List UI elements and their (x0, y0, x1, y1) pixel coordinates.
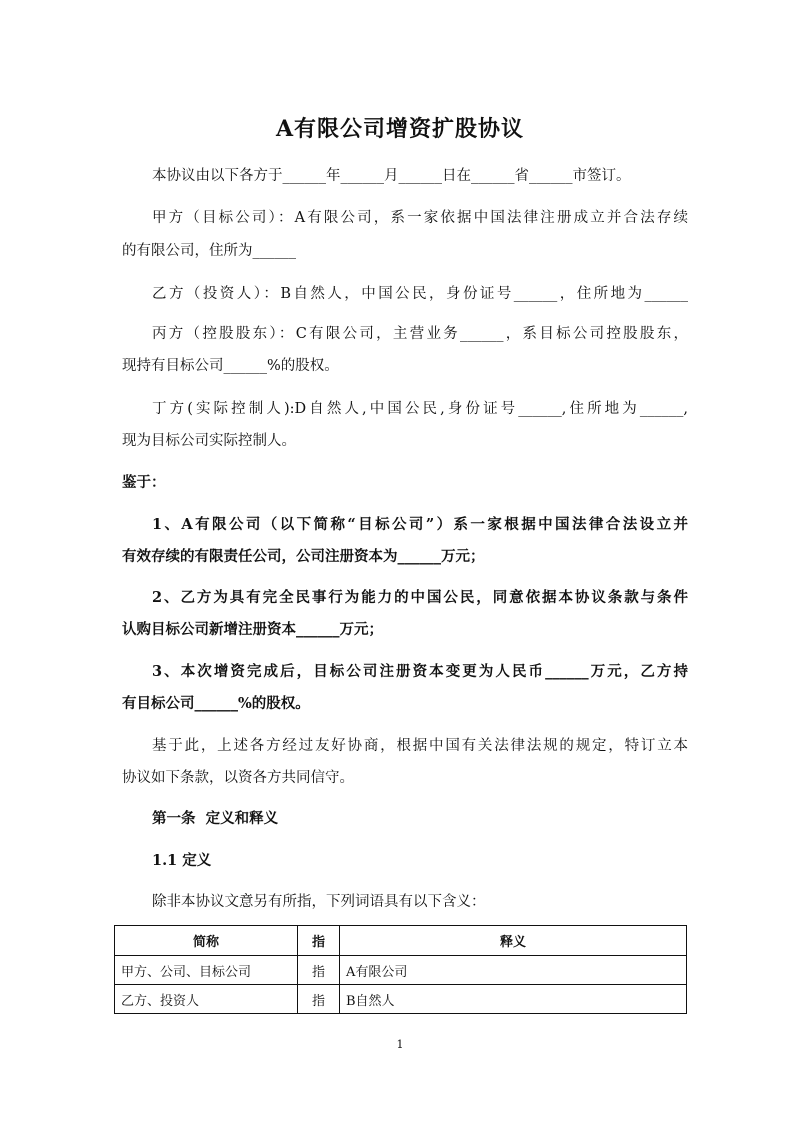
whereas-3-line-1: 3、本次增资完成后，目标公司注册资本变更为人民币______万元，乙方持 (152, 663, 688, 680)
party-a-line-2: 的有限公司，住所为______ (122, 243, 296, 259)
party-c-line-2: 现持有目标公司______%的股权。 (122, 358, 339, 374)
table-cell-refers: 指 (298, 956, 340, 985)
basis-line-1: 基于此，上述各方经过友好协商，根据中国有关法律法规的规定，特订立本 (152, 738, 688, 754)
table-row (115, 956, 687, 985)
party-d-line-2: 现为目标公司实际控制人。 (122, 433, 296, 449)
whereas-heading: 鉴于： (122, 474, 166, 491)
table-cell-term: 甲方、公司、目标公司 (115, 956, 298, 985)
table-row (115, 985, 687, 1014)
party-d-line-1: 丁方(实际控制人):D自然人,中国公民,身份证号______,住所地为______, (152, 401, 688, 417)
whereas-1-line-2: 有效存续的有限责任公司，公司注册资本为______万元； (122, 548, 485, 565)
basis-line-2: 协议如下条款，以资各方共同信守。 (122, 770, 354, 786)
header-refers: 指 (298, 926, 340, 956)
header-meaning: 释义 (340, 926, 687, 956)
document-title: A有限公司增资扩股协议 (275, 116, 525, 142)
party-a-line-1: 甲方（目标公司）：A有限公司，系一家依据中国法律注册成立并合法存续 (152, 210, 688, 226)
party-b-line-1: 乙方（投资人）：B自然人，中国公民，身份证号______，住所地为______ (152, 286, 688, 302)
table-cell-meaning: A有限公司 (340, 956, 687, 985)
header-abbreviation: 简称 (115, 926, 298, 956)
whereas-2-line-1: 2、乙方为具有完全民事行为能力的中国公民，同意依据本协议条款与条件 (152, 589, 688, 606)
definitions-table (114, 925, 687, 1014)
whereas-2-line-2: 认购目标公司新增注册资本______万元； (122, 621, 383, 638)
page-number: 1 (396, 1038, 404, 1051)
table-cell-term: 乙方、投资人 (115, 985, 298, 1014)
definitions-intro: 除非本协议文意另有所指，下列词语具有以下含义： (152, 894, 486, 910)
table-cell-refers: 指 (298, 985, 340, 1014)
section-1-1-heading: 1.1 定义 (152, 852, 212, 869)
table-cell-meaning: B自然人 (340, 985, 687, 1014)
intro-paragraph: 本协议由以下各方于______年______月______日在______省______市签订。 (152, 168, 631, 184)
article-1-heading: 第一条 定义和释义 (152, 810, 279, 827)
table-header-row (115, 926, 687, 956)
whereas-1-line-1: 1、A有限公司（以下简称“目标公司”）系一家根据中国法律合法设立并 (152, 516, 688, 533)
whereas-3-line-2: 有目标公司______%的股权。 (122, 695, 310, 712)
party-c-line-1: 丙方（控股股东）：C有限公司，主营业务______，系目标公司控股股东， (152, 326, 688, 342)
